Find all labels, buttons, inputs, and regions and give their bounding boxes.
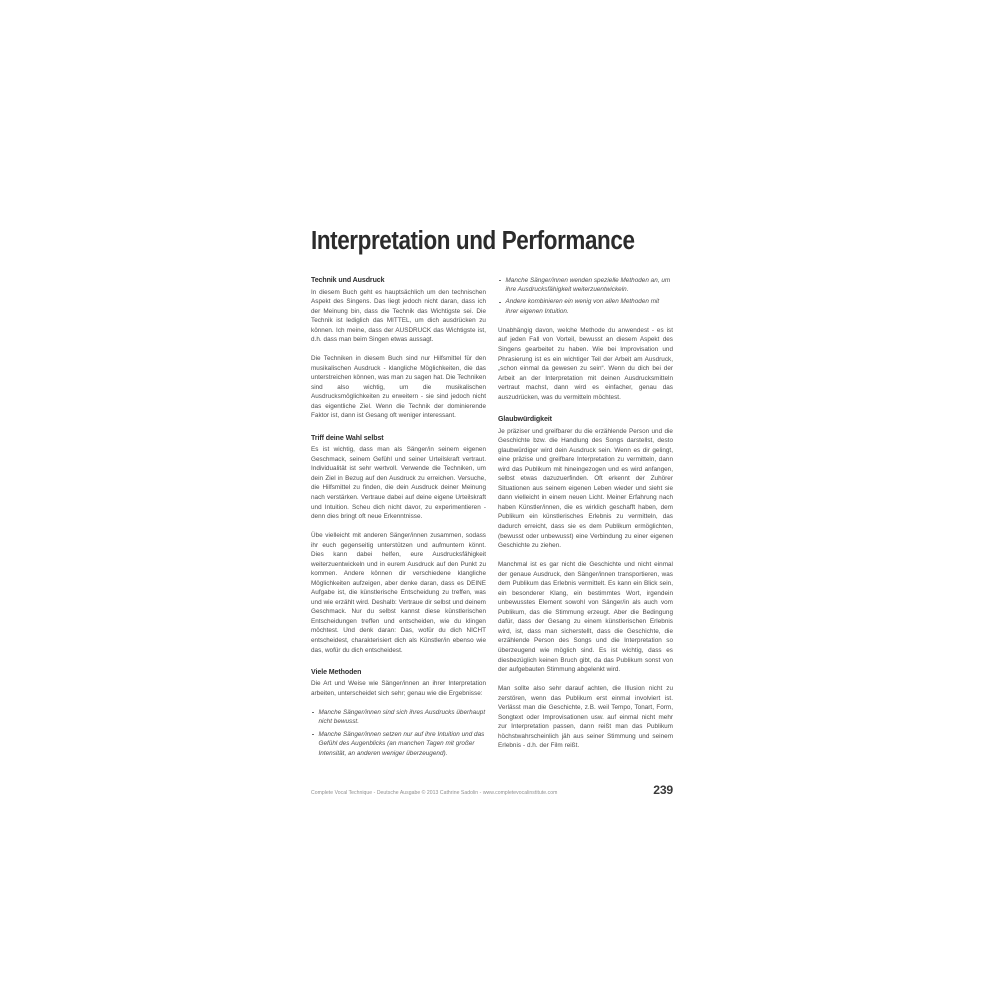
paragraph-methoden-intro: Die Art und Weise wie Sänger/innen an ihrer Interpretation arbeiten, unterscheidet sich sehr; genau wie die Ergebnisse: <box>311 680 486 697</box>
section-heading-technik-und-ausdruck: Technik und Ausdruck <box>311 274 385 284</box>
paragraph-technik-2: Die Techniken in diesem Buch sind nur Hilfsmittel für den musikalischen Ausdruck - klangliche Möglichkeiten, die das unterstreichen können, was man zu sagen hat. Die Techniken sind also wichtig, um die musikalischen Ausdrucksmöglichkeiten zu erweitern - sie sind jedoch nicht das eigentliche Ziel. Wenn die Technik der dominierende Faktor ist, dann ist Gesang oft weniger interessant. <box>311 355 486 420</box>
paragraph-wahl-2: Übe vielleicht mit anderen Sänger/innen zusammen, sodass ihr euch gegenseitig unterstützen und aufmuntern könnt. Dies kann dabei helfen, eure Ausdrucksfähigkeit weiterzuentwickeln und in eurem Ausdruck auf den Punkt zu kommen. Andere können dir verschiedene klangliche Möglichkeiten aufzeigen, aber denke daran, dass es DEINE Aufgabe ist, die künstlerische Entscheidung zu treffen, was und wie erzählt wird. Deshalb: Vertraue dir selbst und deinem Geschmack. Nur du selbst kannst diese künstlerischen Entscheidungen treffen und entscheiden, wie du klingen möchtest. Und denk daran: Das, wofür du dich NICHT entscheidest, charakterisiert dich als Künstler/in ebenso wie das, wofür du dich entscheidest. <box>311 532 486 654</box>
page-number: 239 <box>653 783 673 797</box>
methoden-bullet-list <box>311 708 486 758</box>
right-column <box>498 276 673 751</box>
footer-copyright-text: Complete Vocal Technique - Deutsche Ausgabe © 2013 Cathrine Sadolin - www.completevocalinstitute.com <box>311 790 558 796</box>
page-title: Interpretation und Performance <box>311 227 635 255</box>
paragraph-glaubwuerdigkeit-2: Manchmal ist es gar nicht die Geschichte und nicht einmal der genaue Ausdruck, den Sänger/innen transportieren, was dem Publikum das Erlebnis vermittelt. Es kann ein Blick sein, ein besonderer Klang, ein bestimmtes Wort, irgendein unbewusstes Element sowohl von Sänger/in als auch vom Publikum, das die Stimmung erzeugt. Aber die Bedingung dafür, dass der Gesang zu einem künstlerischen Erlebnis wird, ist, dass man sicherstellt, dass die Geschichte, die erzählende Person des Songs und die Interpretation so überzeugend wie möglich sind. Es ist wichtig, dass es diesbezüglich keinen Bruch gibt, da das Publikum sonst von der aufgebauten Stimmung abgelenkt wird. <box>498 561 673 674</box>
section-heading-viele-methoden: Viele Methoden <box>311 666 362 676</box>
list-item: Manche Sänger/innen sind sich ihres Ausdrucks überhaupt nicht bewusst. <box>311 708 486 727</box>
left-column <box>311 276 486 768</box>
paragraph-technik-1: In diesem Buch geht es hauptsächlich um den technischen Aspekt des Singens. Das liegt jedoch nicht daran, dass ich der Meinung bin, dass die Technik das Wichtigste sei. Die Technik ist lediglich das MITTEL, um dich ausdrücken zu können. Ich meine, dass der AUSDRUCK das Wichtigste ist, d.h. dass man beim Singen etwas aussagt. <box>311 288 486 344</box>
list-item: Manche Sänger/innen setzen nur auf ihre Intuition und das Gefühl des Augenblicks (an manchen Tagen mit großer Intensität, an anderen weniger überzeugend). <box>311 730 486 759</box>
two-column-layout <box>311 276 673 768</box>
paragraph-wahl-1: Es ist wichtig, dass man als Sänger/in seinem eigenen Geschmack, seinem Gefühl und seiner Urteilskraft vertraut. Individualität ist sehr wertvoll. Verwende die Techniken, um dein Ziel in Bezug auf den Ausdruck zu erreichen. Versuche, die Hilfsmittel zu finden, die dein Ausdruck deiner Meinung nach verstärken. Vertraue dabei auf deine eigene Urteilskraft und Intuition. Scheu dich nicht davor, zu experimentieren - denn dies bringt oft neue Erkenntnisse. <box>311 446 486 521</box>
paragraph-glaubwuerdigkeit-1: Je präziser und greifbarer du die erzählende Person und die Geschichte bzw. die Handlung des Songs darstellst, desto glaubwürdiger wird dein Ausdruck sein. Wenn es dir gelingt, eine präzise und greifbare Interpretation zu vermitteln, dann wird das Publikum mit hineingezogen und es wird anfangen, selbst etwas dazuzuerfinden. Oft erkennt der Zuhörer Situationen aus seinem eigenen Leben wieder und sieht sie dann vielleicht in einem neuen Licht. Meiner Erfahrung nach haben Künstler/innen, die es wirklich geschafft haben, dem Publikum ein künstlerisches Erlebnis zu vermitteln, das dadurch erreicht, dass sie es dem Publikum ermöglichten, (bewusst oder unbewusst) eine Verbindung zu einer eigenen Geschichte zu ziehen. <box>498 427 673 550</box>
page-content <box>311 228 673 768</box>
methoden-bullet-list-continued <box>498 276 673 317</box>
list-item: Andere kombinieren ein wenig von allen Methoden mit ihrer eigenen Intuition. <box>498 297 673 316</box>
section-heading-triff-deine-wahl-selbst: Triff deine Wahl selbst <box>311 432 384 442</box>
paragraph-glaubwuerdigkeit-3: Man sollte also sehr darauf achten, die Illusion nicht zu zerstören, wenn das Publikum erst einmal involviert ist. Verlässt man die Geschichte, z.B. weil Tempo, Tonart, Form, Songtext oder Improvisationen usw. auf einmal nicht mehr zur Interpretation passen, dann reißt man das Publikum höchstwahrscheinlich jäh aus seiner Stimmung und seinem Erlebnis - d.h. der Film reißt. <box>498 685 673 750</box>
section-heading-glaubwuerdigkeit: Glaubwürdigkeit <box>498 413 552 423</box>
paragraph-unabhaengig: Unabhängig davon, welche Methode du anwendest - es ist auf jeden Fall von Vorteil, bewusst an diesem Aspekt des Singens gearbeitet zu haben. Wie bei Improvisation und Phrasierung ist es ein wichtiger Teil der Arbeit am Ausdruck, „schon einmal da gewesen zu sein“. Wenn du dich bei der Arbeit an der Interpretation mit deinen Ausdrucksmitteln vertraut machst, dann wird es einfacher, genau das auszudrücken, was du vermitteln möchtest. <box>498 326 673 401</box>
page-footer <box>311 783 673 797</box>
list-item: Manche Sänger/innen wenden spezielle Methoden an, um ihre Ausdrucksfähigkeit weiterzuentwickeln. <box>498 276 673 295</box>
